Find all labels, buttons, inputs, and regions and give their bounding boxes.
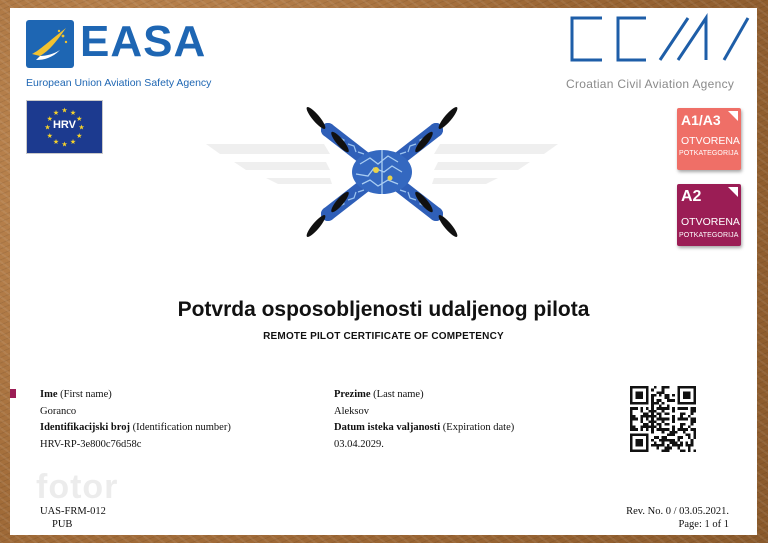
badge-a2 [677,184,741,246]
first-name-value: Goranco [40,406,77,417]
flag-code: HRV [52,119,77,131]
badge-label: OTVORENA [681,135,740,147]
revision: Rev. No. 0 / 03.05.2021. [626,506,729,517]
certificate-subtitle: REMOTE PILOT CERTIFICATE OF COMPETENCY [263,331,504,342]
star-icon: ★ [69,109,77,117]
certificate-title: Potvrda osposobljenosti udaljenog pilota [177,298,590,321]
ccaa-name: Croatian Civil Aviation Agency [566,77,735,91]
side-marker [10,389,16,398]
easa-fullname: European Union Aviation Safety Agency [26,77,212,89]
corner-tab-icon [728,111,738,121]
classification: PUB [52,519,73,530]
star-icon: ★ [44,124,51,132]
star-icon: ★ [46,116,53,123]
qr-code-icon [630,386,696,452]
id-number-label-hr: Identifikacijski broj [40,422,130,433]
badge-label: OTVORENA [681,216,740,228]
star-icon: ★ [61,141,68,149]
star-icon: ★ [52,139,60,147]
badge-sublabel: POTKATEGORIJA [679,150,739,157]
first-name-label-hr: Ime [40,389,58,400]
eu-flag-icon [26,100,103,154]
badge-a1-a3 [677,108,741,170]
badge-sublabel: POTKATEGORIJA [679,232,739,239]
badge-code: A2 [681,188,702,205]
expiration-label [334,422,514,433]
expiration-value: 03.04.2029. [334,439,384,450]
last-name-label-hr: Prezime [334,389,371,400]
expiration-label-hr: Datum isteka valjanosti [334,422,441,433]
easa-bird-icon [26,20,74,68]
form-code: UAS-FRM-012 [40,506,106,517]
star-icon: ★ [78,124,85,132]
corner-tab-icon [728,187,738,197]
badge-code: A1/A3 [681,112,721,128]
expiration-label-en: (Expiration date) [442,422,515,433]
star-icon: ★ [52,109,60,117]
page-number: Page: 1 of 1 [678,519,729,530]
first-name-label-en: (First name) [60,389,112,400]
star-icon: ★ [69,139,77,147]
id-number-label [40,422,231,433]
last-name-label-en: (Last name) [373,389,424,400]
last-name-label [334,389,424,400]
id-number-value: HRV-RP-3e800c76d58c [40,439,142,450]
star-icon: ★ [76,116,83,123]
star-icon: ★ [46,133,53,140]
first-name-label [40,389,112,400]
last-name-value: Aleksov [334,406,369,417]
star-icon: ★ [76,133,83,140]
certificate-page [10,8,757,535]
star-icon: ★ [61,107,68,115]
fotor-watermark: fotor [36,468,119,506]
ccaa-mark-icon [566,12,752,72]
easa-wordmark: EASA [80,17,207,66]
drone-icon [206,100,558,246]
ccaa-logo [566,12,752,98]
id-number-label-en: (Identification number) [132,422,231,433]
